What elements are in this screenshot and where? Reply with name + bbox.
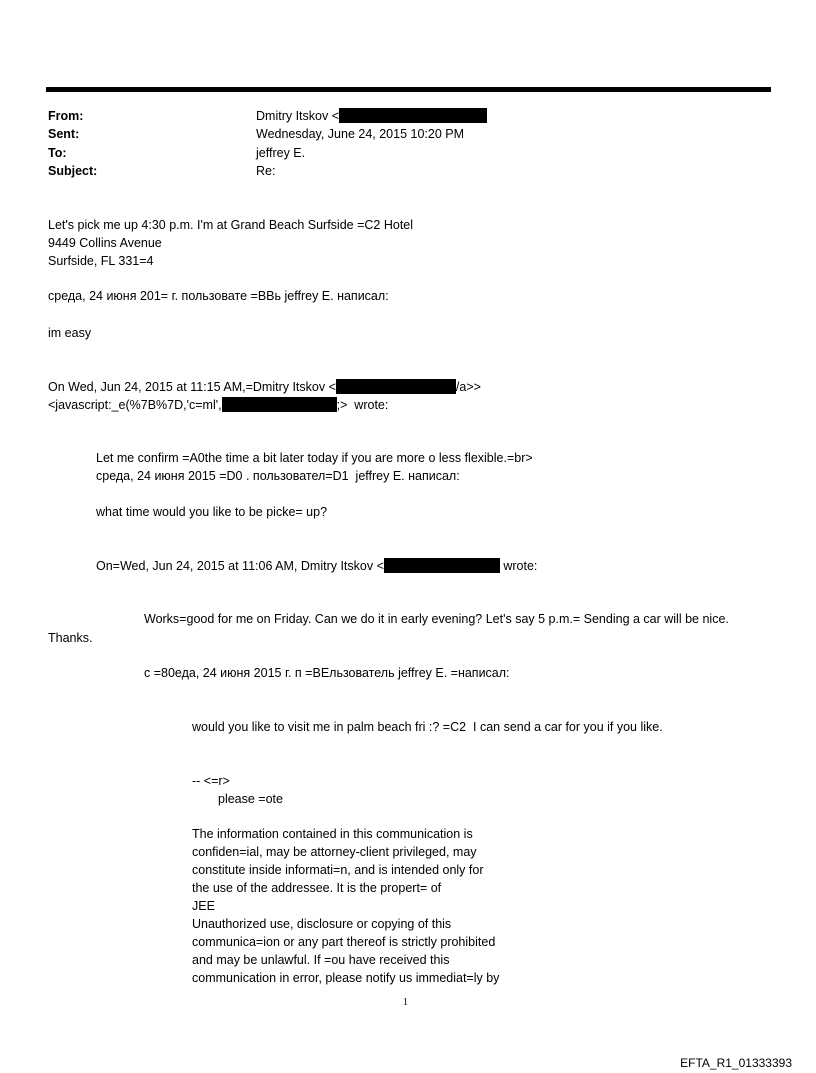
body-line: среда, 24 июня 201= г. пользовате =BBь jeffrey E. написал: <box>48 289 389 303</box>
disclaimer-line: and may be unlawful. If =ou have received this <box>192 953 450 967</box>
from-value: Dmitry Itskov < <box>256 108 487 124</box>
to-value: jeffrey E. <box>256 146 306 160</box>
redaction-box <box>336 379 456 394</box>
page-number: 1 <box>403 997 408 1008</box>
redaction-box <box>339 108 487 123</box>
disclaimer-line: The information contained in this communication is <box>192 827 473 841</box>
from-label: From: <box>48 109 84 123</box>
body-line: what time would you like to be picke= up? <box>96 505 328 519</box>
subject-label: Subject: <box>48 164 98 178</box>
body-line: с =80еда, 24 июня 2015 г. п =BEльзователь jeffrey E. =написал: <box>144 666 510 680</box>
disclaimer-line: the use of the addressee. It is the propert= of <box>192 881 442 895</box>
quote-header: On=Wed, Jun 24, 2015 at 11:06 AM, Dmitry Itskov < wrote: <box>96 559 538 573</box>
redaction-box <box>384 558 500 573</box>
redaction-box <box>222 397 337 412</box>
disclaimer-line: constitute inside informati=n, and is intended only for <box>192 863 484 877</box>
body-line: Let's pick me up 4:30 p.m. I'm at Grand Beach Surfside =C2 Hotel <box>48 218 414 232</box>
body-line: Surfside, FL 331=4 <box>48 254 154 268</box>
disclaimer-line: Unauthorized use, disclosure or copying of this <box>192 917 452 931</box>
subject-value: Re: <box>256 164 276 178</box>
sent-label: Sent: <box>48 127 80 141</box>
disclaimer-line: confiden=ial, may be attorney-client privileged, may <box>192 845 477 859</box>
sent-value: Wednesday, June 24, 2015 10:20 PM <box>256 127 465 141</box>
disclaimer-line: JEE <box>192 899 215 913</box>
quote-header: <javascript:_e(%7B%7D,'c=ml', ;> wrote: <box>48 398 389 412</box>
body-line: Let me confirm =A0the time a bit later today if you are more o less flexible.=br> <box>96 451 533 465</box>
body-line: would you like to visit me in palm beach fri :? =C2 I can send a car for you if you like. <box>192 720 663 734</box>
body-line: Thanks. <box>48 631 93 645</box>
body-line: 9449 Collins Avenue <box>48 236 162 250</box>
body-line: -- <=r> <box>192 774 230 788</box>
body-line: Works=good for me on Friday. Can we do it in early evening? Let's say 5 p.m.= Sending a car will be nice. <box>144 612 729 626</box>
body-line: среда, 24 июня 2015 =D0 . пользовател=D1 jeffrey E. написал: <box>96 469 460 483</box>
disclaimer-line: communication in error, please notify us immediat=ly by <box>192 971 500 985</box>
disclaimer-line: communica=ion or any part thereof is strictly prohibited <box>192 935 496 949</box>
body-line: im easy <box>48 326 92 340</box>
to-label: To: <box>48 146 67 160</box>
header-rule <box>46 87 771 92</box>
body-line: please =ote <box>218 792 283 806</box>
quote-header: On Wed, Jun 24, 2015 at 11:15 AM,=Dmitry Itskov < /a>> <box>48 380 481 394</box>
document-id: EFTA_R1_01333393 <box>680 1056 792 1070</box>
